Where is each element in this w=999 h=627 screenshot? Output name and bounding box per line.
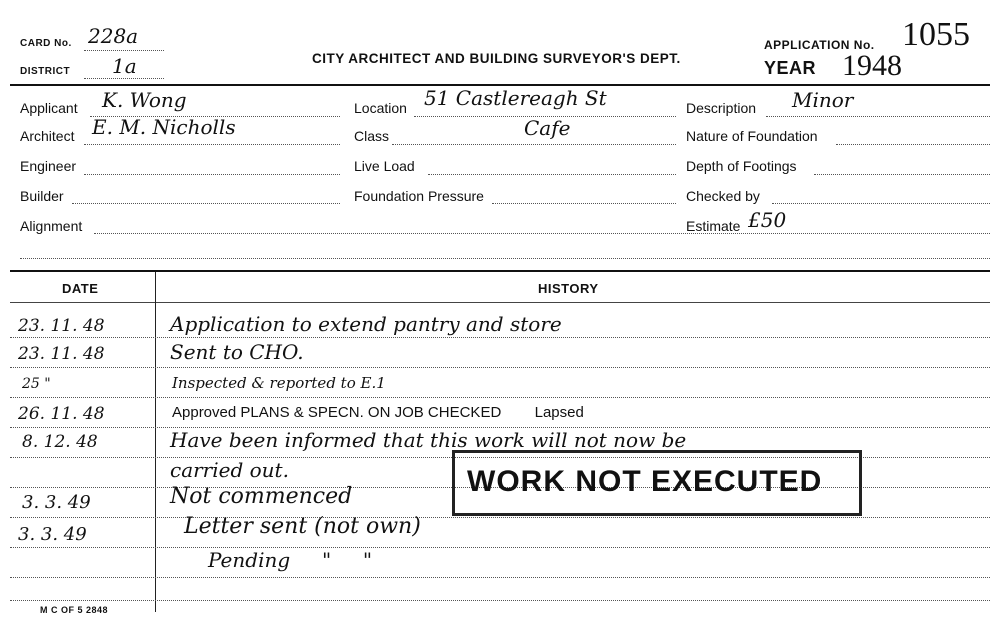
depth-footings-label: Depth of Footings bbox=[686, 158, 797, 174]
row-history: Inspected & reported to E.1 bbox=[172, 374, 386, 392]
row-date: 26. 11. 48 bbox=[18, 404, 105, 424]
nature-foundation-line bbox=[836, 144, 990, 145]
foundation-pressure-line bbox=[492, 203, 676, 204]
builder-label: Builder bbox=[20, 188, 64, 204]
work-not-executed-stamp bbox=[452, 450, 862, 516]
district-line bbox=[84, 78, 164, 79]
description-label: Description bbox=[686, 100, 757, 116]
alignment-line bbox=[94, 233, 990, 234]
location-label: Location bbox=[354, 100, 407, 116]
row-line bbox=[10, 517, 990, 518]
class-value: Cafe bbox=[524, 116, 571, 140]
fields-bottom-line bbox=[20, 258, 990, 259]
card-no-value: 228a bbox=[88, 24, 139, 48]
date-column-header: DATE bbox=[62, 281, 99, 296]
year-label: YEAR bbox=[764, 58, 817, 78]
district-label: DISTRICT bbox=[20, 66, 71, 77]
column-divider bbox=[155, 272, 156, 612]
description-value: Minor bbox=[792, 88, 854, 112]
engineer-line bbox=[84, 174, 340, 175]
fields-rule bbox=[10, 270, 990, 272]
estimate-label: Estimate bbox=[686, 218, 741, 234]
table-header-line bbox=[10, 302, 990, 303]
checked-by-label: Checked by bbox=[686, 188, 760, 204]
row-history: Application to extend pantry and store bbox=[170, 312, 562, 336]
alignment-label: Alignment bbox=[20, 218, 83, 234]
engineer-label: Engineer bbox=[20, 158, 77, 174]
row-line bbox=[10, 577, 990, 578]
row-date: 8. 12. 48 bbox=[22, 432, 98, 452]
row-line bbox=[10, 397, 990, 398]
applicant-value: K. Wong bbox=[102, 88, 187, 112]
year-value: 1948 bbox=[842, 49, 902, 82]
row-history: Pending " " bbox=[208, 548, 373, 572]
application-number: 1055 bbox=[902, 16, 970, 53]
architect-label: Architect bbox=[20, 128, 75, 144]
application-label: APPLICATION No. bbox=[764, 38, 875, 52]
row-history: carried out. bbox=[170, 458, 289, 482]
row-date: 23. 11. 48 bbox=[18, 344, 105, 364]
card-no-line bbox=[84, 50, 164, 51]
checked-by-line bbox=[772, 203, 990, 204]
history-column-header: HISTORY bbox=[538, 281, 599, 296]
row-date: 23. 11. 48 bbox=[18, 316, 105, 336]
row-history: Approved PLANS & SPECN. ON JOB CHECKED Lapsed bbox=[172, 404, 584, 421]
row-date: 25 " bbox=[22, 376, 51, 392]
row-history: Letter sent (not own) bbox=[184, 514, 421, 539]
live-load-label: Live Load bbox=[354, 158, 415, 174]
builder-line bbox=[72, 203, 340, 204]
foundation-pressure-label: Foundation Pressure bbox=[354, 188, 484, 204]
row-line bbox=[10, 367, 990, 368]
class-label: Class bbox=[354, 128, 390, 144]
row-date: 3. 3. 49 bbox=[22, 492, 91, 513]
row-line bbox=[10, 337, 990, 338]
row-line bbox=[10, 547, 990, 548]
live-load-line bbox=[428, 174, 676, 175]
stamp-text: WORK NOT EXECUTED bbox=[467, 465, 823, 498]
row-line bbox=[10, 600, 990, 601]
row-history: Not commenced bbox=[170, 484, 353, 509]
class-line bbox=[392, 144, 676, 145]
department-title: CITY ARCHITECT AND BUILDING SURVEYOR'S DEPT. bbox=[312, 51, 681, 66]
form-code: M C OF 5 2848 bbox=[40, 605, 109, 615]
architect-line bbox=[84, 144, 340, 145]
estimate-value: £50 bbox=[748, 208, 787, 232]
description-line bbox=[766, 116, 990, 117]
applicant-label: Applicant bbox=[20, 100, 78, 116]
nature-foundation-label: Nature of Foundation bbox=[686, 128, 818, 144]
location-value: 51 Castlereagh St bbox=[424, 86, 607, 110]
district-value: 1a bbox=[112, 54, 137, 78]
row-history: Sent to CHO. bbox=[170, 340, 304, 364]
row-date: 3. 3. 49 bbox=[18, 524, 87, 545]
card-no-label: CARD No. bbox=[20, 38, 72, 49]
row-history: Have been informed that this work will not now be bbox=[170, 428, 687, 452]
architect-value: E. M. Nicholls bbox=[92, 115, 236, 139]
depth-footings-line bbox=[814, 174, 990, 175]
